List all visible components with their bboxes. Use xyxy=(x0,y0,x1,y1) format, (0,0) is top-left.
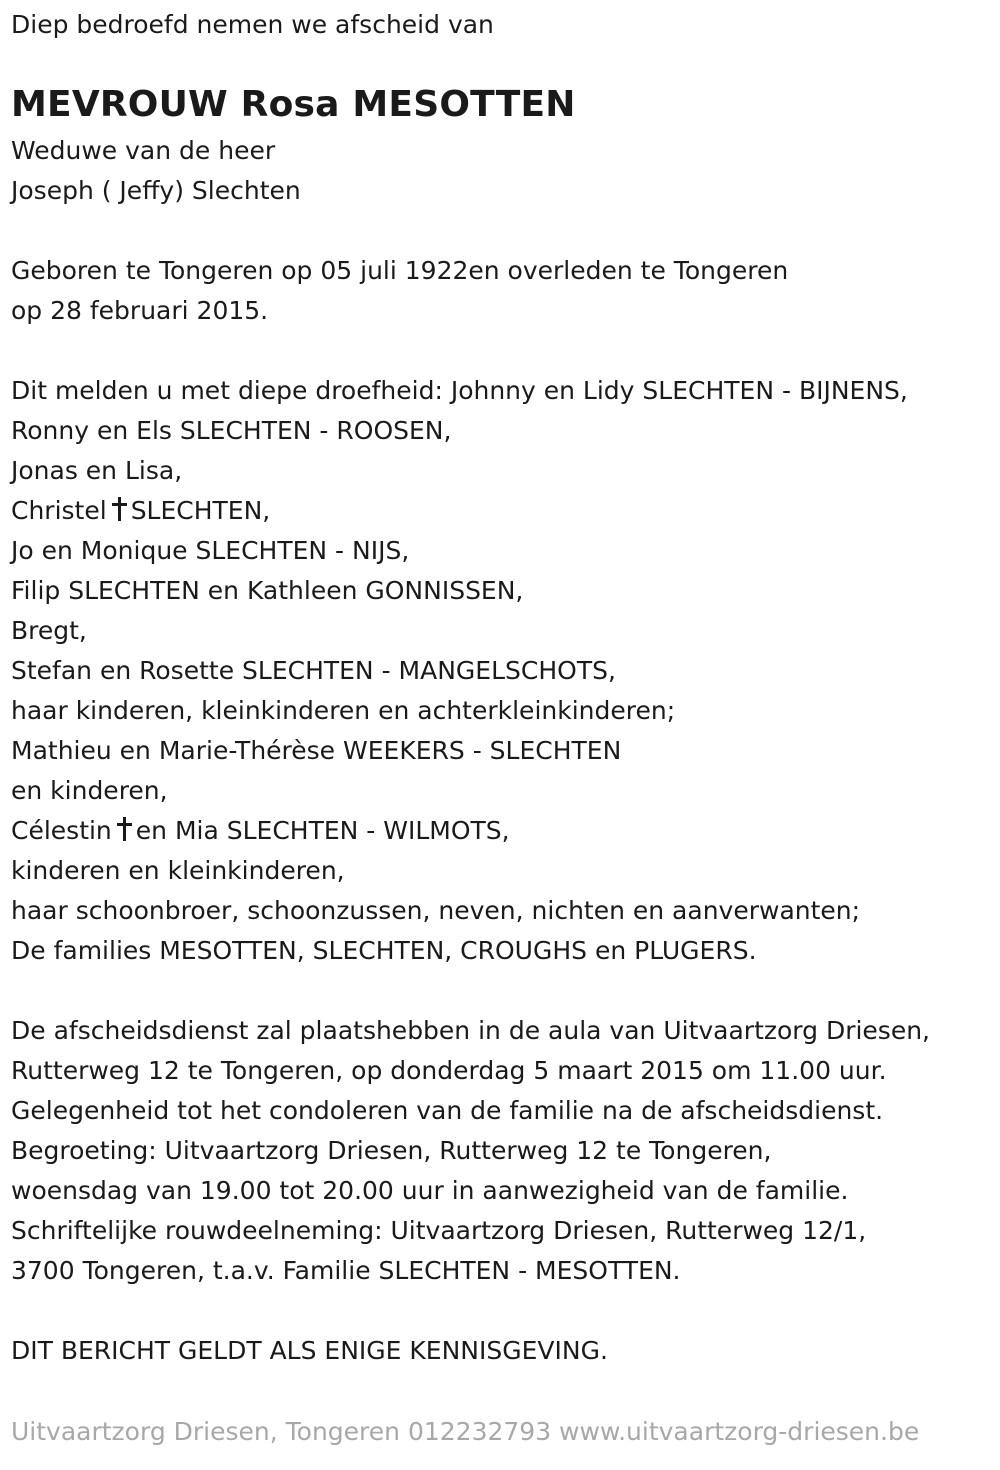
spouse-line-2: Joseph ( Jeffy) Slechten xyxy=(11,176,301,205)
ceremony-line: Rutterweg 12 te Tongeren, op donderdag 5 maart 2015 om 11.00 uur. xyxy=(11,1056,887,1085)
ceremony-line: De afscheidsdienst zal plaatshebben in de aula van Uitvaartzorg Driesen, xyxy=(11,1016,931,1045)
family-line: Mathieu en Marie-Thérèse WEEKERS - SLECHTEN xyxy=(11,736,622,765)
family-line: haar kinderen, kleinkinderen en achterkleinkinderen; xyxy=(11,696,676,725)
deceased-name: MEVROUW Rosa MESOTTEN xyxy=(11,84,576,125)
birth-death-line-1: Geboren te Tongeren op 05 juli 1922en overleden te Tongeren xyxy=(11,256,789,285)
ceremony-line: woensdag van 19.00 tot 20.00 uur in aanwezigheid van de familie. xyxy=(11,1176,849,1205)
family-line: en kinderen, xyxy=(11,776,168,805)
spacer xyxy=(11,331,991,371)
ceremony-line: Schriftelijke rouwdeelneming: Uitvaartzorg Driesen, Rutterweg 12/1, xyxy=(11,1216,867,1245)
family-line-part: en Mia SLECHTEN - WILMOTS, xyxy=(135,816,510,845)
family-line: haar schoonbroer, schoonzussen, neven, nichten en aanverwanten; xyxy=(11,896,861,925)
ceremony-line: 3700 Tongeren, t.a.v. Familie SLECHTEN - MESOTTEN. xyxy=(11,1256,681,1285)
family-line: kinderen en kleinkinderen, xyxy=(11,856,345,885)
birth-death-line-2: op 28 februari 2015. xyxy=(11,296,269,325)
family-line: Jo en Monique SLECHTEN - NIJS, xyxy=(11,536,410,565)
cross-icon xyxy=(111,497,127,521)
family-line-part: SLECHTEN, xyxy=(130,496,271,525)
cross-icon xyxy=(116,817,132,841)
family-line: Bregt, xyxy=(11,616,87,645)
family-line: De families MESOTTEN, SLECHTEN, CROUGHS en PLUGERS. xyxy=(11,936,757,965)
funeral-home-footer: Uitvaartzorg Driesen, Tongeren 012232793 www.uitvaartzorg-driesen.be xyxy=(11,1417,920,1446)
family-line: Dit melden u met diepe droefheid: Johnny en Lidy SLECHTEN - BIJNENS, xyxy=(11,376,908,405)
family-line: Stefan en Rosette SLECHTEN - MANGELSCHOTS, xyxy=(11,656,616,685)
family-line-part: Christel xyxy=(11,496,107,525)
intro-text: Diep bedroefd nemen we afscheid van xyxy=(11,10,494,39)
family-line: Jonas en Lisa, xyxy=(11,456,183,485)
spacer xyxy=(11,1291,991,1331)
family-line: Ronny en Els SLECHTEN - ROOSEN, xyxy=(11,416,452,445)
obituary-notice xyxy=(11,0,991,1371)
ceremony-line: Gelegenheid tot het condoleren van de familie na de afscheidsdienst. xyxy=(11,1096,884,1125)
spacer xyxy=(11,211,991,251)
ceremony-line: Begroeting: Uitvaartzorg Driesen, Rutterweg 12 te Tongeren, xyxy=(11,1136,772,1165)
family-line-part: Célestin xyxy=(11,816,112,845)
family-line: Filip SLECHTEN en Kathleen GONNISSEN, xyxy=(11,576,524,605)
spacer xyxy=(11,971,991,1011)
family-line xyxy=(11,491,991,531)
notice-text: DIT BERICHT GELDT ALS ENIGE KENNISGEVING. xyxy=(11,1336,608,1365)
family-line xyxy=(11,811,991,851)
spouse-line-1: Weduwe van de heer xyxy=(11,136,276,165)
